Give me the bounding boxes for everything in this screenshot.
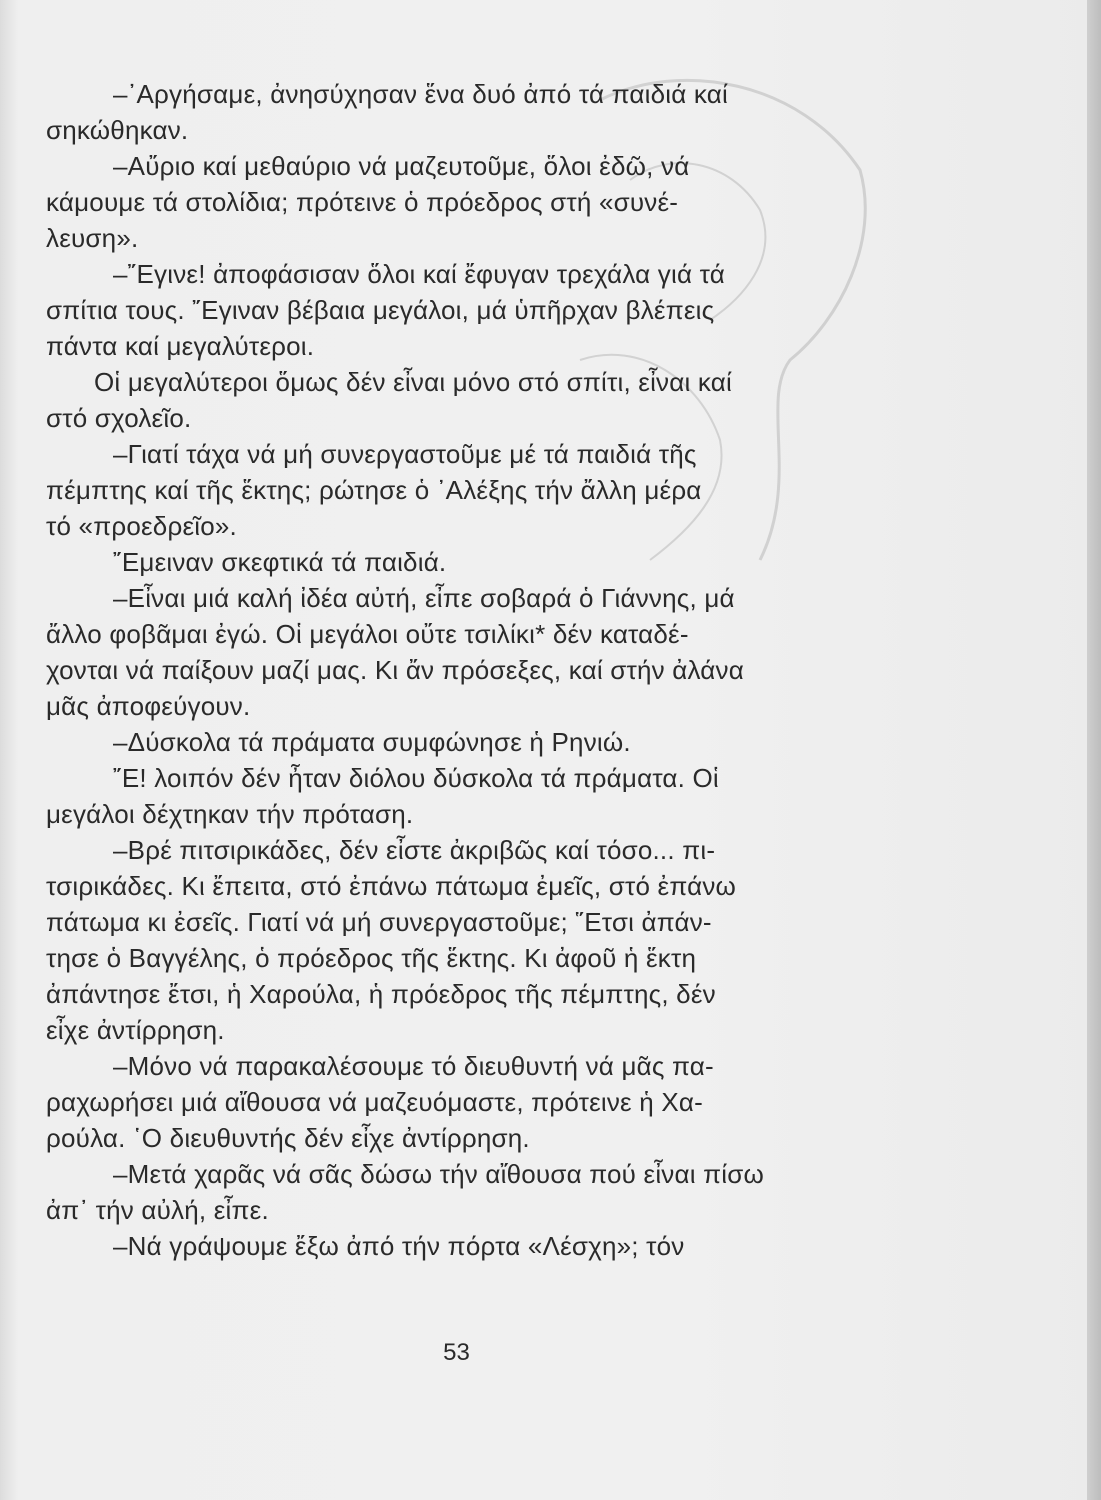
text-line: ἀπάντησε ἔτσι, ἡ Χαρούλα, ἡ πρόεδρος τῆς πέμπτης, δέν [46, 979, 716, 1009]
text-line: κάμουμε τά στολίδια; πρότεινε ὁ πρόεδρος στή «συνέ- [46, 187, 679, 217]
text-line: –Δύσκολα τά πράματα συμφώνησε ἡ Ρηνιώ. [113, 727, 631, 757]
text-line: ῎Ε! λοιπόν δέν ἦταν διόλου δύσκολα τά πράματα. Οἱ [113, 763, 719, 793]
text-line: μεγάλοι δέχτηκαν τήν πρόταση. [46, 799, 414, 829]
page-edge-shadow [1087, 0, 1101, 1500]
page-number: 53 [443, 1339, 470, 1366]
text-line: –Εἶναι μιά καλή ἰδέα αὐτή, εἶπε σοβαρά ὁ Γιάννης, μά [113, 583, 735, 613]
text-line: στό σχολεῖο. [46, 403, 192, 433]
text-line: –Βρέ πιτσιρικάδες, δέν εἶστε ἀκριβῶς καί τόσο... πι- [113, 835, 716, 865]
text-line: Οἱ μεγαλύτεροι ὅμως δέν εἶναι μόνο στό σπίτι, εἶναι καί [94, 367, 732, 397]
text-line: –῎Εγινε! ἀποφάσισαν ὅλοι καί ἔφυγαν τρεχάλα γιά τά [113, 259, 725, 289]
text-line: πάτωμα κι ἐσεῖς. Γιατί νά μή συνεργαστοῦμε; ῞Ετσι ἀπάν- [46, 907, 712, 937]
text-line: –Νά γράψουμε ἔξω ἀπό τήν πόρτα «Λέσχη»; τόν [113, 1231, 685, 1261]
text-line: –᾽Αργήσαμε, ἀνησύχησαν ἕνα δυό ἀπό τά παιδιά καί [113, 79, 728, 109]
text-line: –Μόνο νά παρακαλέσουμε τό διευθυντή νά μᾶς πα- [113, 1051, 714, 1081]
text-line: τσιρικάδες. Κι ἔπειτα, στό ἐπάνω πάτωμα ἐμεῖς, στό ἐπάνω [46, 871, 737, 901]
text-line: ρούλα. ῾Ο διευθυντής δέν εἶχε ἀντίρρηση. [46, 1123, 530, 1153]
text-line: ραχωρήσει μιά αἴθουσα νά μαζευόμαστε, πρότεινε ἡ Χα- [46, 1087, 703, 1117]
text-line: τό «προεδρεῖο». [46, 511, 237, 541]
text-line: πέμπτης καί τῆς ἕκτης; ρώτησε ὁ ᾽Αλέξης τήν ἄλλη μέρα [46, 475, 702, 505]
text-line: μᾶς ἀποφεύγουν. [46, 691, 251, 721]
text-line: –Γιατί τάχα νά μή συνεργαστοῦμε μέ τά παιδιά τῆς [113, 439, 697, 469]
text-line: τησε ὁ Βαγγέλης, ὁ πρόεδρος τῆς ἕκτης. Κι ἀφοῦ ἡ ἕκτη [46, 943, 697, 973]
text-line: ἄλλο φοβᾶμαι ἐγώ. Οἱ μεγάλοι οὔτε τσιλίκι* δέν καταδέ- [46, 619, 689, 649]
text-line: πάντα καί μεγαλύτεροι. [46, 331, 315, 361]
text-line: ῎Εμειναν σκεφτικά τά παιδιά. [113, 547, 447, 577]
text-line: σπίτια τους. ῎Εγιναν βέβαια μεγάλοι, μά ὑπῆρχαν βλέπεις [46, 295, 715, 325]
text-body [46, 78, 842, 1268]
text-line: λευση». [46, 223, 139, 253]
text-line: –Αὔριο καί μεθαύριο νά μαζευτοῦμε, ὅλοι ἐδῶ, νά [113, 151, 690, 181]
text-line: ἀπ᾽ τήν αὐλή, εἶπε. [46, 1195, 269, 1225]
text-line: –Μετά χαρᾶς νά σᾶς δώσω τήν αἴθουσα πού εἶναι πίσω [113, 1159, 764, 1189]
text-line: χονται νά παίξουν μαζί μας. Κι ἄν πρόσεξες, καί στήν ἀλάνα [46, 655, 744, 685]
text-line: εἶχε ἀντίρρηση. [46, 1015, 225, 1045]
text-line: σηκώθηκαν. [46, 115, 189, 145]
